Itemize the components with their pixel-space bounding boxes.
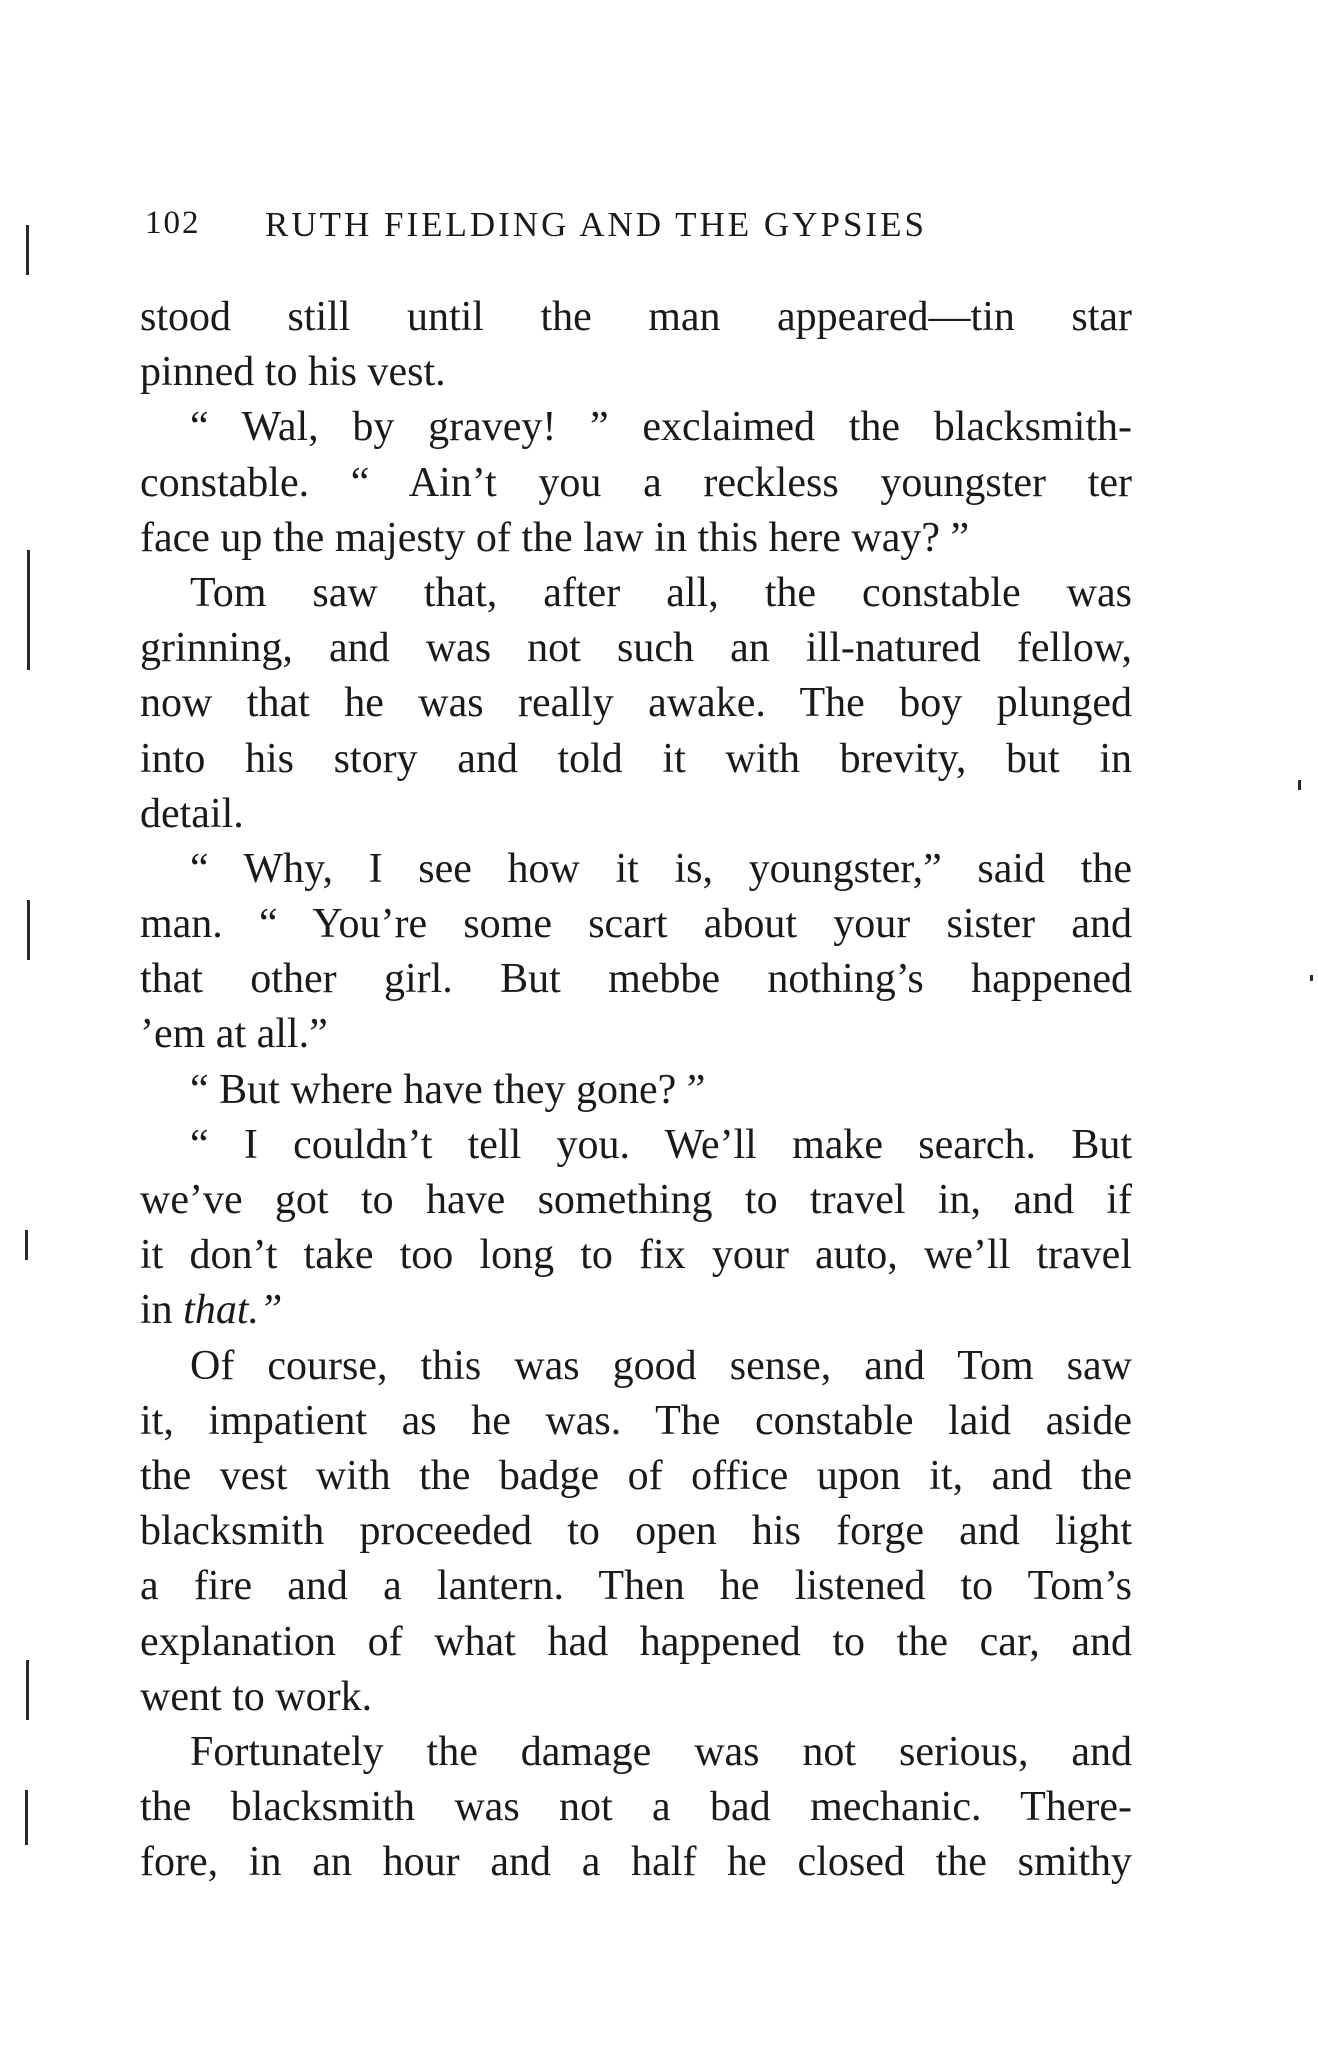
scan-mark [27,550,30,670]
text-line-content: the vest with the badge of office upon it, and the [140,1452,1132,1499]
text-line-content: man. “ You’re some scart about your sister and [140,901,1132,948]
text-line [140,1615,1132,1670]
text-line [140,676,1132,731]
text-line [140,511,1132,566]
text-line [140,952,1132,1007]
text-line-content: face up the majesty of the law in this here way? ” [140,514,970,561]
text-line-content: the blacksmith was not a bad mechanic. There- [140,1784,1132,1831]
text-line [140,621,1132,676]
text-line [140,1339,1132,1394]
text-line [140,1504,1132,1559]
text-line-content: now that he was really awake. The boy plunged [140,680,1132,727]
text-line-content: constable. “ Ain’t you a reckless youngster ter [140,459,1132,506]
scan-mark [27,900,30,960]
body-text [140,290,1132,1890]
text-line [140,1780,1132,1835]
text-line-content: “ Why, I see how it is, youngster,” said the [190,845,1132,892]
text-line-content: “ I couldn’t tell you. We’ll make search. But [190,1121,1132,1168]
text-line [140,566,1132,621]
text-line-content: we’ve got to have something to travel in, and if [140,1177,1132,1223]
text-line-content: blacksmith proceeded to open his forge and light [140,1508,1132,1555]
text-line-content: grinning, and was not such an ill-natured fellow, [140,625,1132,672]
text-line [140,345,1132,400]
text-line [140,1283,1132,1338]
text-line [140,1228,1132,1283]
text-line [140,1449,1132,1504]
text-line-content: went to work. [140,1673,373,1720]
text-line [140,1118,1132,1173]
scan-mark [26,1660,29,1720]
text-line-content: ’em at all.” [140,1011,328,1058]
text-line [140,1559,1132,1614]
text-line [140,1725,1132,1780]
text-line-content: Fortunately the damage was not serious, and [190,1728,1132,1775]
text-line-content: stood still until the man appeared—tin star [140,294,1132,340]
page-header [145,205,1133,255]
text-line-content: it don’t take too long to fix your auto, we’ll travel [140,1232,1132,1279]
text-line-content: in [140,1287,184,1334]
text-line [140,400,1132,455]
text-line-content: that other girl. But mebbe nothing’s happened [140,956,1132,1003]
text-line [140,1835,1132,1890]
scan-mark [26,225,29,275]
text-line-content: “ But where have they gone? ” [190,1066,706,1113]
text-line [140,1394,1132,1449]
scan-mark [25,1790,28,1845]
text-line-content: “ Wal, by gravey! ” exclaimed the blacksmith- [190,404,1132,451]
text-line [140,787,1132,842]
text-line [140,732,1132,787]
text-line-content: explanation of what had happened to the car, and [140,1618,1132,1665]
page-number: 102 [145,205,201,241]
text-line [140,1063,1132,1118]
scan-mark [1298,780,1301,790]
text-line [140,897,1132,952]
text-line-content: Of course, this was good sense, and Tom saw [190,1342,1132,1389]
text-line-content: detail. [140,790,244,837]
text-line [140,1670,1132,1725]
text-line [140,456,1132,511]
text-line-content: a fire and a lantern. Then he listened to Tom’s [140,1563,1132,1610]
text-line [140,842,1132,897]
text-line [140,1173,1132,1228]
text-line-content: Tom saw that, after all, the constable was [190,569,1132,616]
scan-mark [25,1230,28,1260]
italic-text: that.” [183,1287,283,1334]
text-line-content: fore, in an hour and a half he closed the smithy [140,1839,1132,1886]
running-title: RUTH FIELDING AND THE GYPSIES [265,205,927,244]
text-line-content: into his story and told it with brevity, but in [140,735,1132,782]
text-line [140,290,1132,345]
text-line [140,1007,1132,1062]
scan-mark [1310,975,1313,981]
text-line-content: it, impatient as he was. The constable laid aside [140,1397,1132,1444]
text-line-content: pinned to his vest. [140,349,446,396]
